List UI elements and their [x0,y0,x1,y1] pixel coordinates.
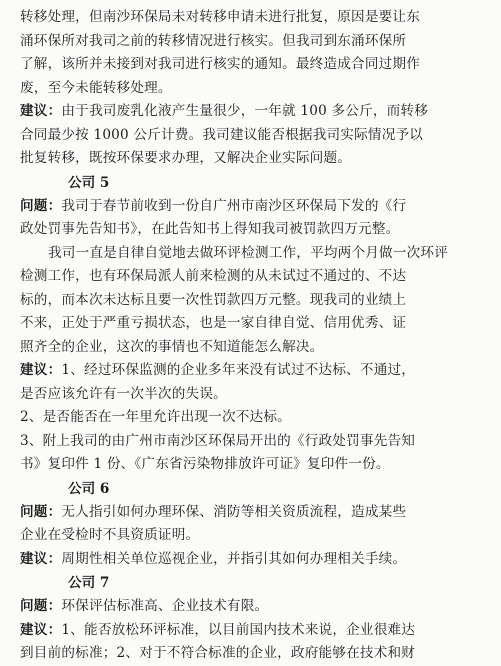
body-line: 废，至今未能转移处理。 [20,79,172,96]
body-line: 转移处理，但南沙环保局未对转移申请未进行批复，原因是要让东 [20,9,421,25]
paragraph-text: 1、经过环保监测的企业多年来没有试过不达标、不通过， [61,362,416,378]
suggestion-paragraph [20,548,477,572]
problem-label: 问题： [20,197,62,214]
problem-label: 问题： [20,598,62,614]
body-line: 标的，而本次未达标且要一次性罚款四万元整。现我司的业绩上 [20,291,407,308]
body-line: 是否应该允许有一次半次的失误。 [20,385,227,402]
suggestion-paragraph [20,100,477,124]
body-line: 企业在受检时不具资质证明。 [20,527,200,543]
suggestion-label: 建议： [20,362,62,378]
company-heading: 公司 7 [68,575,110,591]
body-line: 2、是否能否在一年里允许出现一次不达标。 [20,409,291,425]
body-line: 我司一直是自律自觉地去做环评检测工作，平均两个月做一次环评 [48,244,449,261]
body-line: 照齐全的企业，这次的事情也不知道能怎么解决。 [20,338,324,355]
paragraph-text: 由于我司废乳化液产生量很少，一年就 100 多公斤，而转移 [61,103,429,119]
body-line: 到目前的标准；2、对于不符合标准的企业，政府能够在技术和财 [20,645,416,661]
paragraph-text: 1、能否放松环评标准，以目前国内技术来说，企业很难达 [61,621,416,638]
paragraph-text: 环保评估标准高、企业技术有限。 [61,598,269,614]
paragraph-text: 周期性相关单位巡视企业，并指引其如何办理相关手续。 [61,550,407,567]
body-line: 批复转移，既按环保要求办理，又解决企业实际问题。 [20,150,352,166]
suggestion-label: 建议： [20,103,62,119]
body-line: 书》复印件 1 份、《广东省污染物排放许可证》复印件一份。 [20,456,390,472]
body-line: 不来，正处于严重亏损状态，也是一家自律自觉、信用优秀、证 [20,315,407,331]
suggestion-paragraph [20,359,477,383]
paragraph-text: 我司于春节前收到一份自广州市南沙区环保局下发的《行 [61,197,407,214]
body-line: 了解，该所并未接到对我司进行核实的通知。最终造成合同过期作 [20,56,421,72]
body-line: 涌环保所对我司之前的转移情况进行核实。但我司到东涌环保所 [20,32,407,49]
body-line: 合同最少按 1000 公斤计费。我司建议能否根据我司实际情况予以 [20,126,424,143]
company-heading: 公司 5 [68,174,110,191]
problem-paragraph [20,595,477,619]
body-line: 政处罚事先告知书》，在此告知书上得知我司被罚款四万元整。 [20,221,400,237]
suggestion-label: 建议： [20,550,62,567]
problem-paragraph [20,501,477,525]
problem-paragraph [20,195,477,219]
paragraph-text: 无人指引如何办理环保、消防等相关资质流程，造成某些 [61,503,407,520]
suggestion-label: 建议： [20,621,62,638]
problem-label: 问题： [20,503,62,520]
body-line: 3、附上我司的由广州市南沙区环保局开出的《行政处罚事先告知 [20,432,416,449]
company-heading: 公司 6 [68,480,110,497]
body-line: 检测工作，也有环保局派人前来检测的从未试过不通过的、不达 [20,268,407,284]
suggestion-paragraph [20,619,477,643]
